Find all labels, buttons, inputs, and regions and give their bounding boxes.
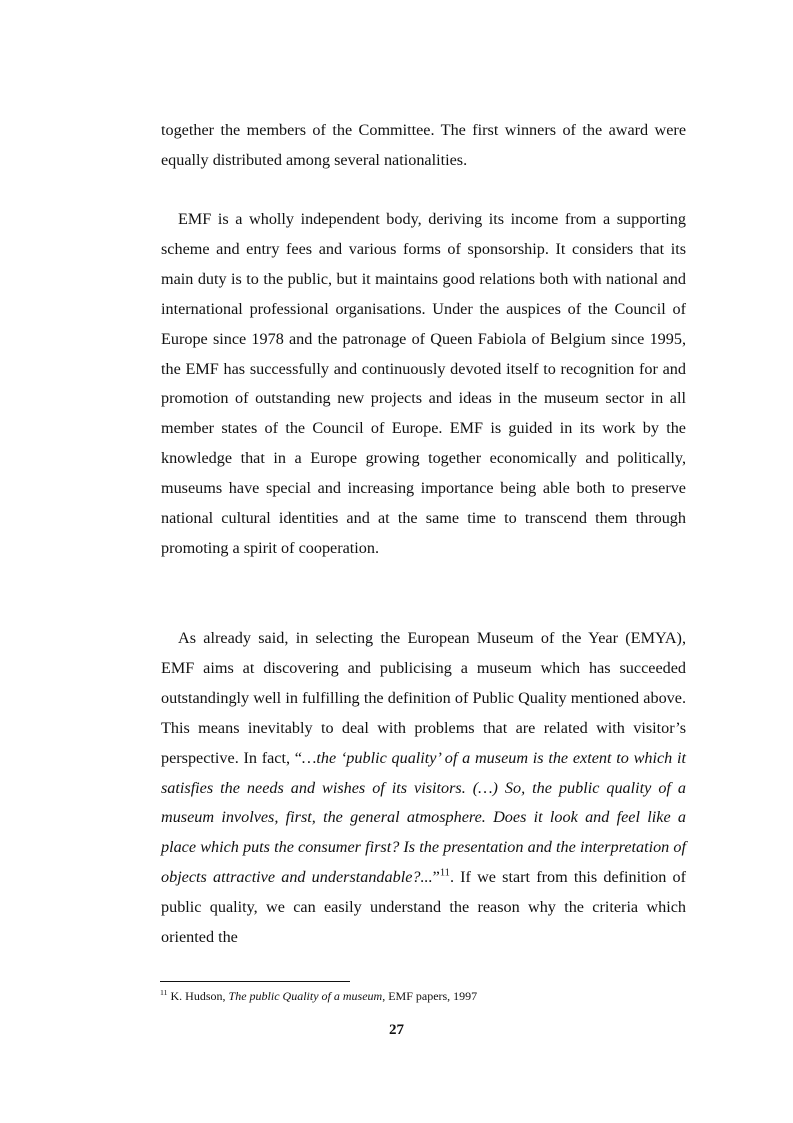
page-number: 27 [389, 1022, 404, 1038]
footnote [160, 989, 477, 1004]
paragraph-lead-text: As already said, in selecting the European Museum of the Year (EMYA), EMF aims at discovering and publicising a museum which has succeeded outstandingly well in fulfilling the definition of Public Quality mentioned above. This means inevitably to deal with problems that are related with visitor’s perspective. In fact, “ [161, 629, 686, 767]
paragraph-continuation: together the members of the Committee. The first winners of the award were equally distributed among several nationalities. [161, 121, 686, 169]
footnote-author: K. Hudson, [167, 989, 229, 1003]
paragraph-tail-text: . If we start from this definition of public quality, we can easily understand the reason why the criteria which oriented the [161, 868, 686, 947]
quote-close-mark: ” [432, 868, 440, 887]
paragraph-emf-description: EMF is a wholly independent body, deriving its income from a supporting scheme and entry fees and various forms of sponsorship. It considers that its main duty is to the public, but it maintains good relations both with national and international professional organisations. Under the auspices of the Council of Europe since 1978 and the patronage of Queen Fabiola of Belgium since 1995, the EMF has successfully and continuously devoted itself to recognition for and promotion of outstanding new projects and ideas in the museum sector in all member states of the Council of Europe. EMF is guided in its work by the knowledge that in a Europe growing together economically and politically, museums have special and increasing importance being able both to preserve national cultural identities and at the same time to transcend them through promoting a spirit of cooperation. [161, 210, 686, 557]
footnote-number: 11 [160, 988, 168, 997]
paragraph-emya-selection [161, 624, 686, 953]
footnote-reference[interactable]: 11 [439, 867, 450, 879]
footnote-source: , EMF papers, 1997 [382, 989, 478, 1003]
footnote-title: The public Quality of a museum [228, 989, 383, 1003]
footnote-divider [160, 981, 350, 982]
hudson-quote: …the ‘public quality’ of a museum is the extent to which it satisfies the needs and wishes of its visitors. (…) So, the public quality of a museum involves, first, the general atmosphere. Does it look and feel like a place which puts the consumer first? Is the presentation and the interpretation of objects attractive and understandable?... [161, 748, 687, 887]
